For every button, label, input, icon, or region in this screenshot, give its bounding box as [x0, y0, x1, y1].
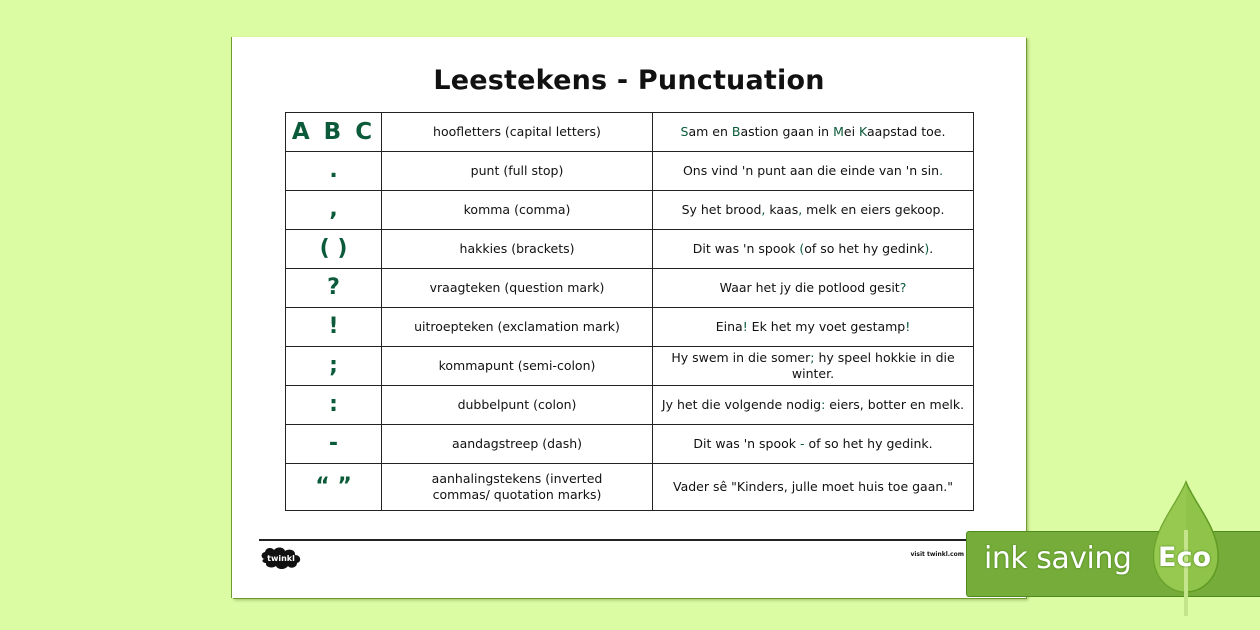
table-row: [286, 464, 974, 511]
sentence-text: .: [929, 241, 934, 256]
example-sentence: [653, 113, 974, 152]
table-row: [286, 152, 974, 191]
example-sentence: [653, 347, 974, 386]
highlighted-punctuation: ?: [899, 280, 907, 295]
table-row: [286, 347, 974, 386]
punctuation-symbol: ;: [286, 347, 382, 386]
highlighted-punctuation: ): [924, 241, 930, 256]
punctuation-name: komma (comma): [382, 191, 653, 230]
sentence-text: Ons vind 'n punt aan die einde van 'n sin: [682, 163, 940, 178]
sentence-text: Jy het die volgende nodig: [661, 397, 822, 412]
visit-link[interactable]: visit twinkl.com: [910, 551, 964, 558]
punctuation-name: vraagteken (question mark): [382, 269, 653, 308]
example-sentence: [653, 425, 974, 464]
svg-text:twinkl: twinkl: [267, 554, 295, 563]
punctuation-name: punt (full stop): [382, 152, 653, 191]
sentence-text: am en: [688, 124, 732, 139]
highlighted-punctuation: S: [680, 124, 689, 139]
punctuation-symbol: -: [286, 425, 382, 464]
punctuation-symbol: ,: [286, 191, 382, 230]
sentence-text: Eina: [715, 319, 743, 334]
punctuation-name: uitroepteken (exclamation mark): [382, 308, 653, 347]
punctuation-symbol: “ ”: [286, 464, 382, 511]
twinkl-logo-icon[interactable]: [259, 545, 303, 571]
punctuation-name: kommapunt (semi-colon): [382, 347, 653, 386]
sentence-text: aapstad toe.: [867, 124, 946, 139]
example-sentence: [653, 152, 974, 191]
example-sentence: [653, 230, 974, 269]
worksheet-page: [232, 37, 1026, 598]
punctuation-name: dubbelpunt (colon): [382, 386, 653, 425]
highlighted-punctuation: ,: [761, 202, 766, 217]
sentence-text: eiers, botter en melk.: [825, 397, 965, 412]
table-row: [286, 425, 974, 464]
punctuation-table: [285, 112, 974, 511]
sentence-text: ei: [843, 124, 860, 139]
sentence-text: of so het hy gedink.: [804, 436, 933, 451]
sentence-text: astion gaan in: [740, 124, 834, 139]
punctuation-name: hoofletters (capital letters): [382, 113, 653, 152]
highlighted-punctuation: .: [939, 163, 944, 178]
sentence-text: hy speel hokkie in die winter.: [791, 350, 955, 381]
sentence-text: Hy swem in die somer: [671, 350, 811, 365]
highlighted-punctuation: !: [742, 319, 748, 334]
table-row: [286, 191, 974, 230]
table-row: [286, 308, 974, 347]
punctuation-name: aanhalingstekens (inverted commas/ quotation marks): [382, 464, 653, 511]
sentence-text: Dit was 'n spook: [692, 241, 800, 256]
punctuation-symbol: ?: [286, 269, 382, 308]
sentence-text: Waar het jy die potlood gesit: [719, 280, 900, 295]
table-row: [286, 113, 974, 152]
example-sentence: [653, 464, 974, 511]
table-row: [286, 386, 974, 425]
highlighted-punctuation: -: [800, 436, 805, 451]
example-sentence: [653, 191, 974, 230]
highlighted-punctuation: !: [905, 319, 911, 334]
punctuation-symbol: :: [286, 386, 382, 425]
highlighted-punctuation: K: [859, 124, 867, 139]
table-row: [286, 230, 974, 269]
page-title: Leestekens - Punctuation: [433, 65, 825, 96]
highlighted-punctuation: B: [731, 124, 741, 139]
highlighted-punctuation: M: [833, 124, 844, 139]
footer-divider: [259, 539, 999, 541]
highlighted-punctuation: ;: [810, 350, 815, 365]
punctuation-name: aandagstreep (dash): [382, 425, 653, 464]
table-row: [286, 269, 974, 308]
sentence-text: Sy het brood: [681, 202, 762, 217]
sentence-text: of so het hy gedink: [804, 241, 925, 256]
example-sentence: [653, 386, 974, 425]
punctuation-symbol: .: [286, 152, 382, 191]
punctuation-symbol: !: [286, 308, 382, 347]
sentence-text: melk en eiers gekoop.: [802, 202, 945, 217]
punctuation-name: hakkies (brackets): [382, 230, 653, 269]
punctuation-symbol: A B C: [286, 113, 382, 152]
eco-label: Eco: [1158, 542, 1211, 573]
sentence-text: Vader sê "Kinders, julle moet huis toe gaan.": [672, 479, 954, 494]
highlighted-punctuation: (: [799, 241, 805, 256]
sentence-text: Dit was 'n spook: [693, 436, 801, 451]
sentence-text: Ek het my voet gestamp: [747, 319, 906, 334]
punctuation-symbol: ( ): [286, 230, 382, 269]
highlighted-punctuation: :: [821, 397, 826, 412]
example-sentence: [653, 308, 974, 347]
example-sentence: [653, 269, 974, 308]
highlighted-punctuation: ,: [798, 202, 803, 217]
ink-saving-label: ink saving: [984, 541, 1132, 576]
sentence-text: kaas: [765, 202, 799, 217]
